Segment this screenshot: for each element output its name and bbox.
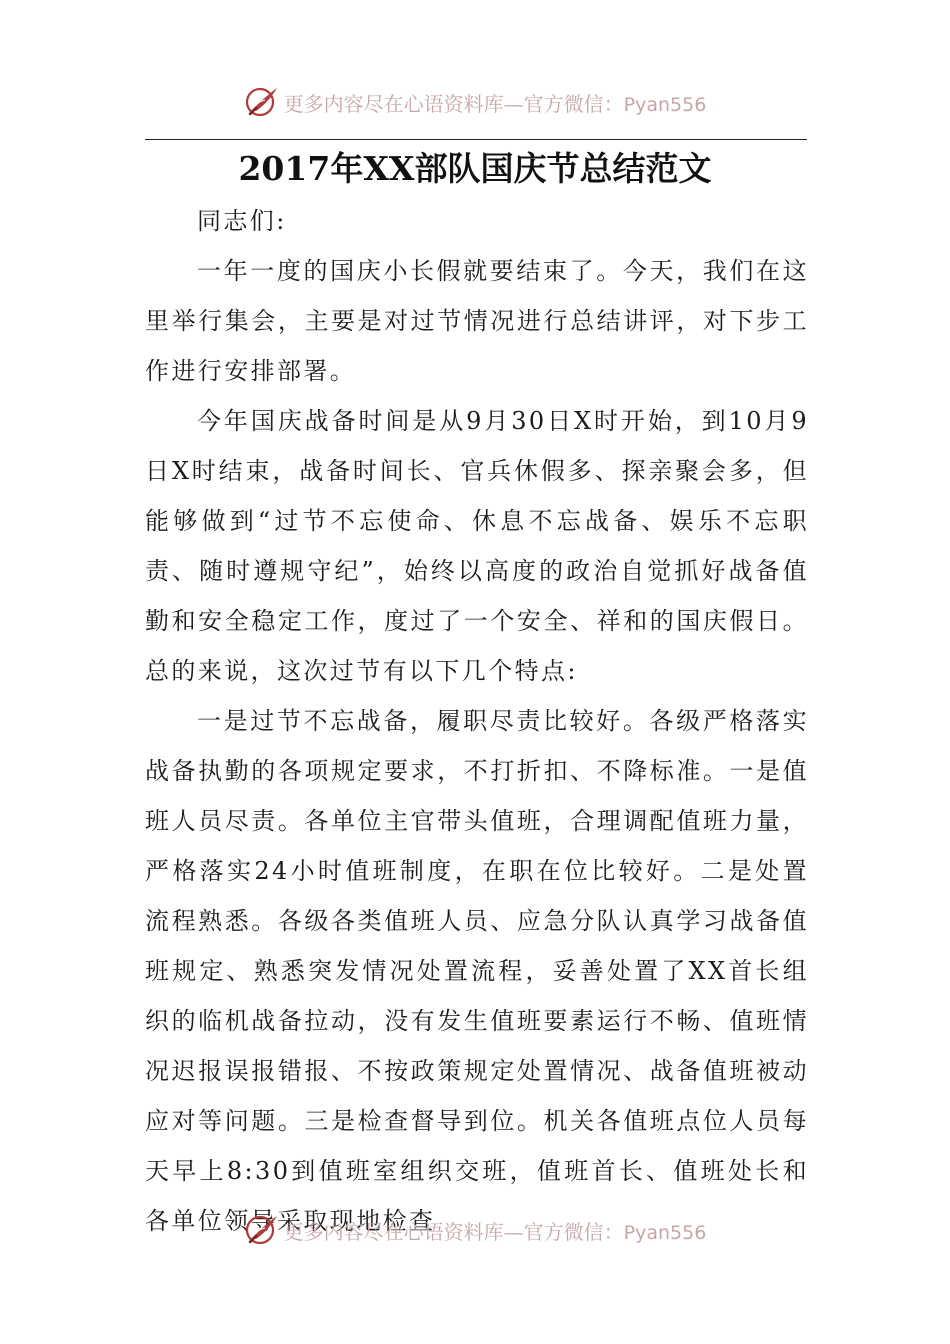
- quill-pen-logo-icon: [244, 84, 280, 120]
- watermark-text: [284, 88, 707, 117]
- watermark-handle: Pyan556: [623, 93, 707, 116]
- header-divider: [145, 139, 807, 140]
- body-paragraph: 一是过节不忘战备，履职尽责比较好。各级严格落实战备执勤的各项规定要求，不打折扣、不降标准。一是值班人员尽责。各单位主官带头值班，合理调配值班力量，严格落实24小时值班制度，在职在位比较好。二是处置流程熟悉。各级各类值班人员、应急分队认真学习战备值班规定、熟悉突发情况处置流程，妥善处置了XX首长组织的临机战备拉动，没有发生值班要素运行不畅、值班情况迟报误报错报、不按政策规定处置情况、战备值班被动应对等问题。三是检查督导到位。机关各值班点位人员每天早上8:30到值班室组织交班，值班首长、值班处长和各单位领导采取现地检查: [145, 707, 809, 1235]
- document-body: [145, 196, 809, 1246]
- footer-watermark: [0, 1210, 950, 1250]
- watermark-text: [284, 1216, 707, 1245]
- header-watermark: [0, 82, 950, 122]
- watermark-slogan: 更多内容尽在心语资料库—官方微信：: [283, 91, 624, 116]
- salutation: 同志们:: [197, 207, 287, 235]
- watermark-handle: Pyan556: [623, 1221, 707, 1244]
- watermark-slogan: 更多内容尽在心语资料库—官方微信：: [283, 1219, 624, 1244]
- quill-pen-logo-icon: [244, 1212, 280, 1248]
- body-paragraph: 一年一度的国庆小长假就要结束了。今天，我们在这里举行集会，主要是对过节情况进行总结讲评，对下步工作进行安排部署。: [145, 257, 809, 385]
- page-title: 2017年XX部队国庆节总结范文: [238, 149, 712, 188]
- body-paragraph: 今年国庆战备时间是从9月30日X时开始，到10月9日X时结束，战备时间长、官兵休假多、探亲聚会多，但能够做到“过节不忘使命、休息不忘战备、娱乐不忘职责、随时遵规守纪”，始终以高度的政治自觉抓好战备值勤和安全稳定工作，度过了一个安全、祥和的国庆假日。总的来说，这次过节有以下几个特点:: [145, 407, 809, 685]
